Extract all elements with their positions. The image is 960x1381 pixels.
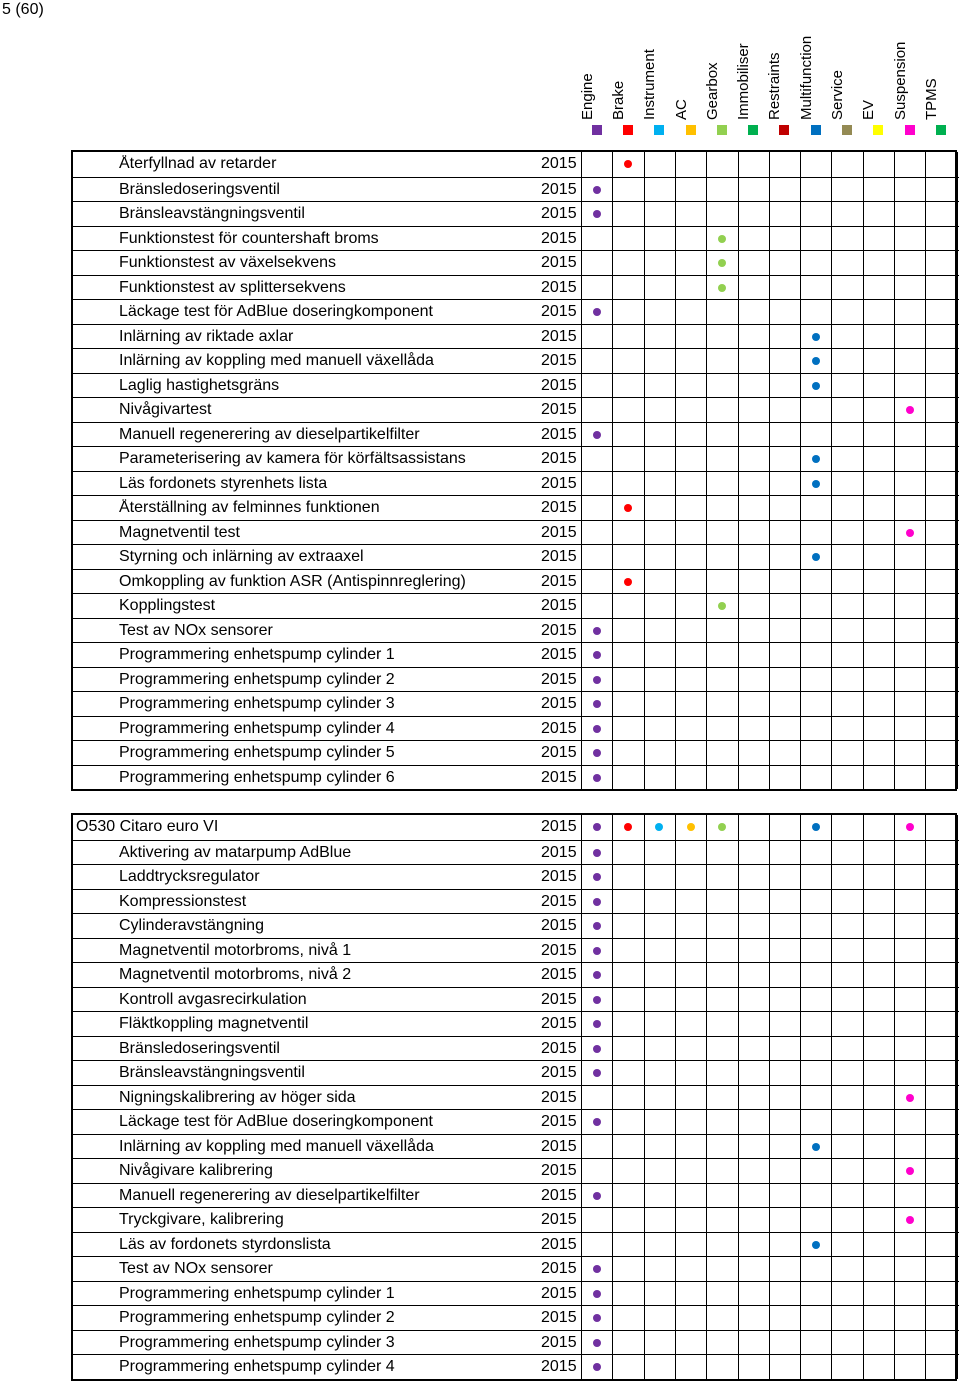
model-year: 2015 [541,768,577,786]
function-name: Fläktkoppling magnetventil [119,1015,309,1032]
model-year: 2015 [541,1186,577,1204]
column-label: Suspension [891,41,909,120]
support-dot-engine [593,947,601,955]
column-label: AC [672,99,690,120]
model-year: 2015 [541,1235,577,1253]
function-name: Läckage test för AdBlue doseringkomponent [119,303,433,320]
function-name: Läs av fordonets styrdonslista [119,1235,331,1253]
function-name: Återfyllnad av retarder [119,155,277,172]
column-color-swatch [842,125,852,135]
support-dot-engine [593,898,601,906]
function-name: Programmering enhetspump cylinder 2 [119,1309,395,1326]
support-dot-engine [593,210,601,218]
model-year: 2015 [541,990,577,1008]
column-color-swatch [592,125,602,135]
model-year: 2015 [541,327,577,345]
model-year: 2015 [541,1284,577,1302]
function-name: Programmering enhetspump cylinder 1 [119,646,395,663]
support-dot-engine [593,676,601,684]
function-name: Test av NOx sensorer [119,621,273,639]
support-dot-engine [593,1118,601,1126]
function-name: Magnetventil motorbroms, nivå 2 [119,966,352,983]
table-row [73,938,959,963]
model-year: 2015 [541,646,577,663]
support-dot-engine [593,1265,601,1273]
table-row [73,765,959,790]
support-dot-engine [593,725,601,733]
support-dot-suspension [906,823,914,831]
function-table [71,150,957,791]
support-dot-suspension [906,1094,914,1102]
support-dot-brake [624,578,632,586]
model-year: 2015 [541,205,577,222]
function-name: Bränsledoseringsventil [119,180,280,198]
column-label: TPMS [922,78,940,120]
model-year: 2015 [541,229,577,247]
support-dot-gearbox [718,602,726,610]
support-dot-engine [593,971,601,979]
function-name: Kopplingstest [119,597,216,614]
function-name: Läs fordonets styrenhets lista [119,474,328,492]
table-row [73,1354,959,1379]
table-row [73,913,959,938]
column-label: Gearbox [703,62,721,120]
table-row [73,495,959,520]
model-year: 2015 [541,892,577,910]
table-row [73,618,959,643]
function-name: Läckage test för AdBlue doseringkomponent [119,1113,433,1130]
model-year: 2015 [541,966,577,983]
support-dot-suspension [906,406,914,414]
table-row [73,226,959,251]
function-name: Inlärning av riktade axlar [119,327,294,345]
column-color-swatch [873,125,883,135]
column-label: EV [860,99,878,120]
function-name: Programmering enhetspump cylinder 4 [119,719,395,737]
column-label: Brake [609,80,627,120]
table-row [73,422,959,447]
column-label: Engine [578,73,596,120]
table-row [73,593,959,618]
function-name: Aktivering av matarpump AdBlue [119,843,352,861]
support-dot-engine [593,308,601,316]
function-name: Bränsleavstängningsventil [119,1064,305,1081]
column-label: Immobiliser [735,43,753,120]
table-row [73,740,959,765]
function-name: Styrning och inlärning av extraaxel [119,548,364,565]
table-row [73,446,959,471]
function-name: Nigningskalibrering av höger sida [119,1088,356,1106]
model-year: 2015 [541,1039,577,1057]
function-name: Programmering enhetspump cylinder 3 [119,1333,395,1351]
table-row [73,299,959,324]
table-row [73,471,959,496]
column-color-swatch [654,125,664,135]
function-name: Manuell regenerering av dieselpartikelfilter [119,1186,420,1204]
function-name: Programmering enhetspump cylinder 2 [119,670,395,688]
column-color-swatch [717,125,727,135]
table-row [73,864,959,889]
function-table [71,813,957,1381]
model-year: 2015 [541,1358,577,1375]
model-year: 2015 [541,868,577,885]
column-header-immobiliser [735,0,754,120]
function-name: Återställning av felminnes funktionen [119,499,380,516]
table-row [73,889,959,914]
model-year: 2015 [541,278,577,296]
column-color-swatch [936,125,946,135]
function-name: Magnetventil test [119,523,240,541]
table-row [73,1256,959,1281]
table-row [73,1011,959,1036]
table-row [73,201,959,226]
table-row [73,275,959,300]
function-name: Kontroll avgasrecirkulation [119,990,307,1008]
table-row [73,1085,959,1110]
column-color-swatch [686,125,696,135]
model-year: 2015 [541,254,577,271]
support-dot-brake [624,160,632,168]
function-name: O530 Citaro euro VI [76,818,219,835]
support-dot-gearbox [718,284,726,292]
support-dot-suspension [906,1216,914,1224]
table-row [73,1281,959,1306]
function-name: Manuell regenerering av dieselpartikelfilter [119,425,420,443]
table-row [73,840,959,865]
model-year: 2015 [541,917,577,934]
support-dot-multifunction [812,333,820,341]
function-name: Bränsleavstängningsventil [119,205,305,222]
support-dot-engine [593,627,601,635]
model-year: 2015 [541,548,577,565]
table-row [73,962,959,987]
column-color-swatch [748,125,758,135]
column-color-swatch [779,125,789,135]
model-year: 2015 [541,719,577,737]
support-dot-multifunction [812,382,820,390]
table-row [73,667,959,692]
support-dot-multifunction [812,1143,820,1151]
function-name: Inlärning av koppling med manuell växellåda [119,352,434,369]
support-dot-engine [593,700,601,708]
column-label: Instrument [641,49,659,120]
function-name: Funktionstest av växelsekvens [119,254,336,271]
model-year: 2015 [541,1260,577,1277]
support-dot-engine [593,849,601,857]
column-header-gearbox [703,0,723,120]
table-row [73,544,959,569]
support-dot-engine [593,749,601,757]
table-row [73,1183,959,1208]
table-row [73,348,959,373]
page-number: 5 (60) [2,1,44,18]
column-label: Restraints [766,52,784,120]
model-year: 2015 [541,1137,577,1155]
support-dot-multifunction [812,480,820,488]
column-header-multifunction [797,0,817,120]
model-year: 2015 [541,1162,577,1179]
support-dot-engine [593,651,601,659]
model-year: 2015 [541,1088,577,1106]
function-name: Funktionstest för countershaft broms [119,229,379,247]
table-row [73,1134,959,1159]
support-dot-engine [593,922,601,930]
column-header-suspension [891,0,911,120]
model-year: 2015 [541,621,577,639]
support-dot-suspension [906,1167,914,1175]
support-dot-suspension [906,529,914,537]
table-row [73,1330,959,1355]
model-year: 2015 [541,450,577,467]
support-dot-engine [593,1290,601,1298]
column-color-swatch [811,125,821,135]
function-name: Laddtrycksregulator [119,868,260,885]
support-dot-engine [593,996,601,1004]
model-year: 2015 [541,843,577,861]
support-dot-engine [593,1192,601,1200]
model-year: 2015 [541,401,577,418]
table-row [73,397,959,422]
support-dot-engine [593,1339,601,1347]
table-row [73,1036,959,1061]
support-dot-engine [593,431,601,439]
support-dot-engine [593,1020,601,1028]
function-name: Cylinderavstängning [119,917,264,934]
table-row [73,1158,959,1183]
table-row [73,1305,959,1330]
function-name: Parameterisering av kamera för körfältsassistans [119,450,466,467]
model-year: 2015 [541,670,577,688]
model-year: 2015 [541,499,577,516]
support-dot-multifunction [812,1241,820,1249]
model-year: 2015 [541,1333,577,1351]
column-header-tpms [922,0,942,120]
model-year: 2015 [541,1211,577,1228]
function-name: Programmering enhetspump cylinder 6 [119,768,395,786]
column-header-instrument [641,0,660,120]
table-row [73,691,959,716]
column-header-service [829,0,848,120]
column-color-swatch [905,125,915,135]
function-name: Nivågivartest [119,401,212,418]
support-dot-multifunction [812,357,820,365]
function-name: Bränsledoseringsventil [119,1039,280,1057]
function-name: Programmering enhetspump cylinder 5 [119,744,395,761]
column-header-ac [672,0,692,120]
support-dot-brake [624,823,632,831]
table-row [73,373,959,398]
support-dot-gearbox [718,259,726,267]
table-row [73,1109,959,1134]
model-year: 2015 [541,376,577,394]
model-year: 2015 [541,352,577,369]
support-dot-multifunction [812,823,820,831]
column-label: Multifunction [797,35,815,120]
model-year: 2015 [541,695,577,712]
table-row [73,520,959,545]
support-dot-engine [593,1363,601,1371]
table-row [73,642,959,667]
support-dot-brake [624,504,632,512]
model-year: 2015 [541,1015,577,1032]
model-year: 2015 [541,572,577,590]
table-row [73,152,959,177]
model-year: 2015 [541,818,577,835]
function-name: Inlärning av koppling med manuell växellåda [119,1137,434,1155]
model-year: 2015 [541,474,577,492]
table-row [73,987,959,1012]
model-year: 2015 [541,1309,577,1326]
table-row [73,324,959,349]
model-year: 2015 [541,1064,577,1081]
column-header-ev [860,0,879,120]
table-row [73,177,959,202]
support-dot-engine [593,873,601,881]
function-name: Laglig hastighetsgräns [119,376,280,394]
table-row [73,1207,959,1232]
support-dot-multifunction [812,455,820,463]
table-row [73,250,959,275]
group-row [73,815,959,840]
support-dot-ac [687,823,695,831]
function-name: Test av NOx sensorer [119,1260,273,1277]
function-name: Programmering enhetspump cylinder 3 [119,695,395,712]
model-year: 2015 [541,941,577,959]
table-row [73,1232,959,1257]
model-year: 2015 [541,155,577,172]
support-dot-engine [593,774,601,782]
function-name: Funktionstest av splittersekvens [119,278,346,296]
model-year: 2015 [541,425,577,443]
support-dot-engine [593,1045,601,1053]
model-year: 2015 [541,523,577,541]
support-dot-engine [593,186,601,194]
column-color-swatch [623,125,633,135]
support-dot-gearbox [718,823,726,831]
support-dot-engine [593,1314,601,1322]
table-row [73,569,959,594]
model-year: 2015 [541,1113,577,1130]
support-dot-multifunction [812,553,820,561]
support-dot-engine [593,823,601,831]
function-name: Magnetventil motorbroms, nivå 1 [119,941,352,959]
support-dot-gearbox [718,235,726,243]
model-year: 2015 [541,744,577,761]
table-row [73,1060,959,1085]
support-dot-engine [593,1069,601,1077]
support-dot-instrument [655,823,663,831]
function-name: Tryckgivare, kalibrering [119,1211,284,1228]
table-row [73,716,959,741]
function-name: Omkoppling av funktion ASR (Antispinnreglering) [119,572,466,590]
function-name: Programmering enhetspump cylinder 1 [119,1284,395,1302]
function-name: Programmering enhetspump cylinder 4 [119,1358,395,1375]
model-year: 2015 [541,597,577,614]
column-header-engine [578,0,598,120]
function-name: Nivågivare kalibrering [119,1162,273,1179]
column-header-restraints [766,0,785,120]
model-year: 2015 [541,180,577,198]
model-year: 2015 [541,303,577,320]
column-header-brake [609,0,629,120]
function-name: Kompressionstest [119,892,247,910]
column-label: Service [829,69,847,120]
